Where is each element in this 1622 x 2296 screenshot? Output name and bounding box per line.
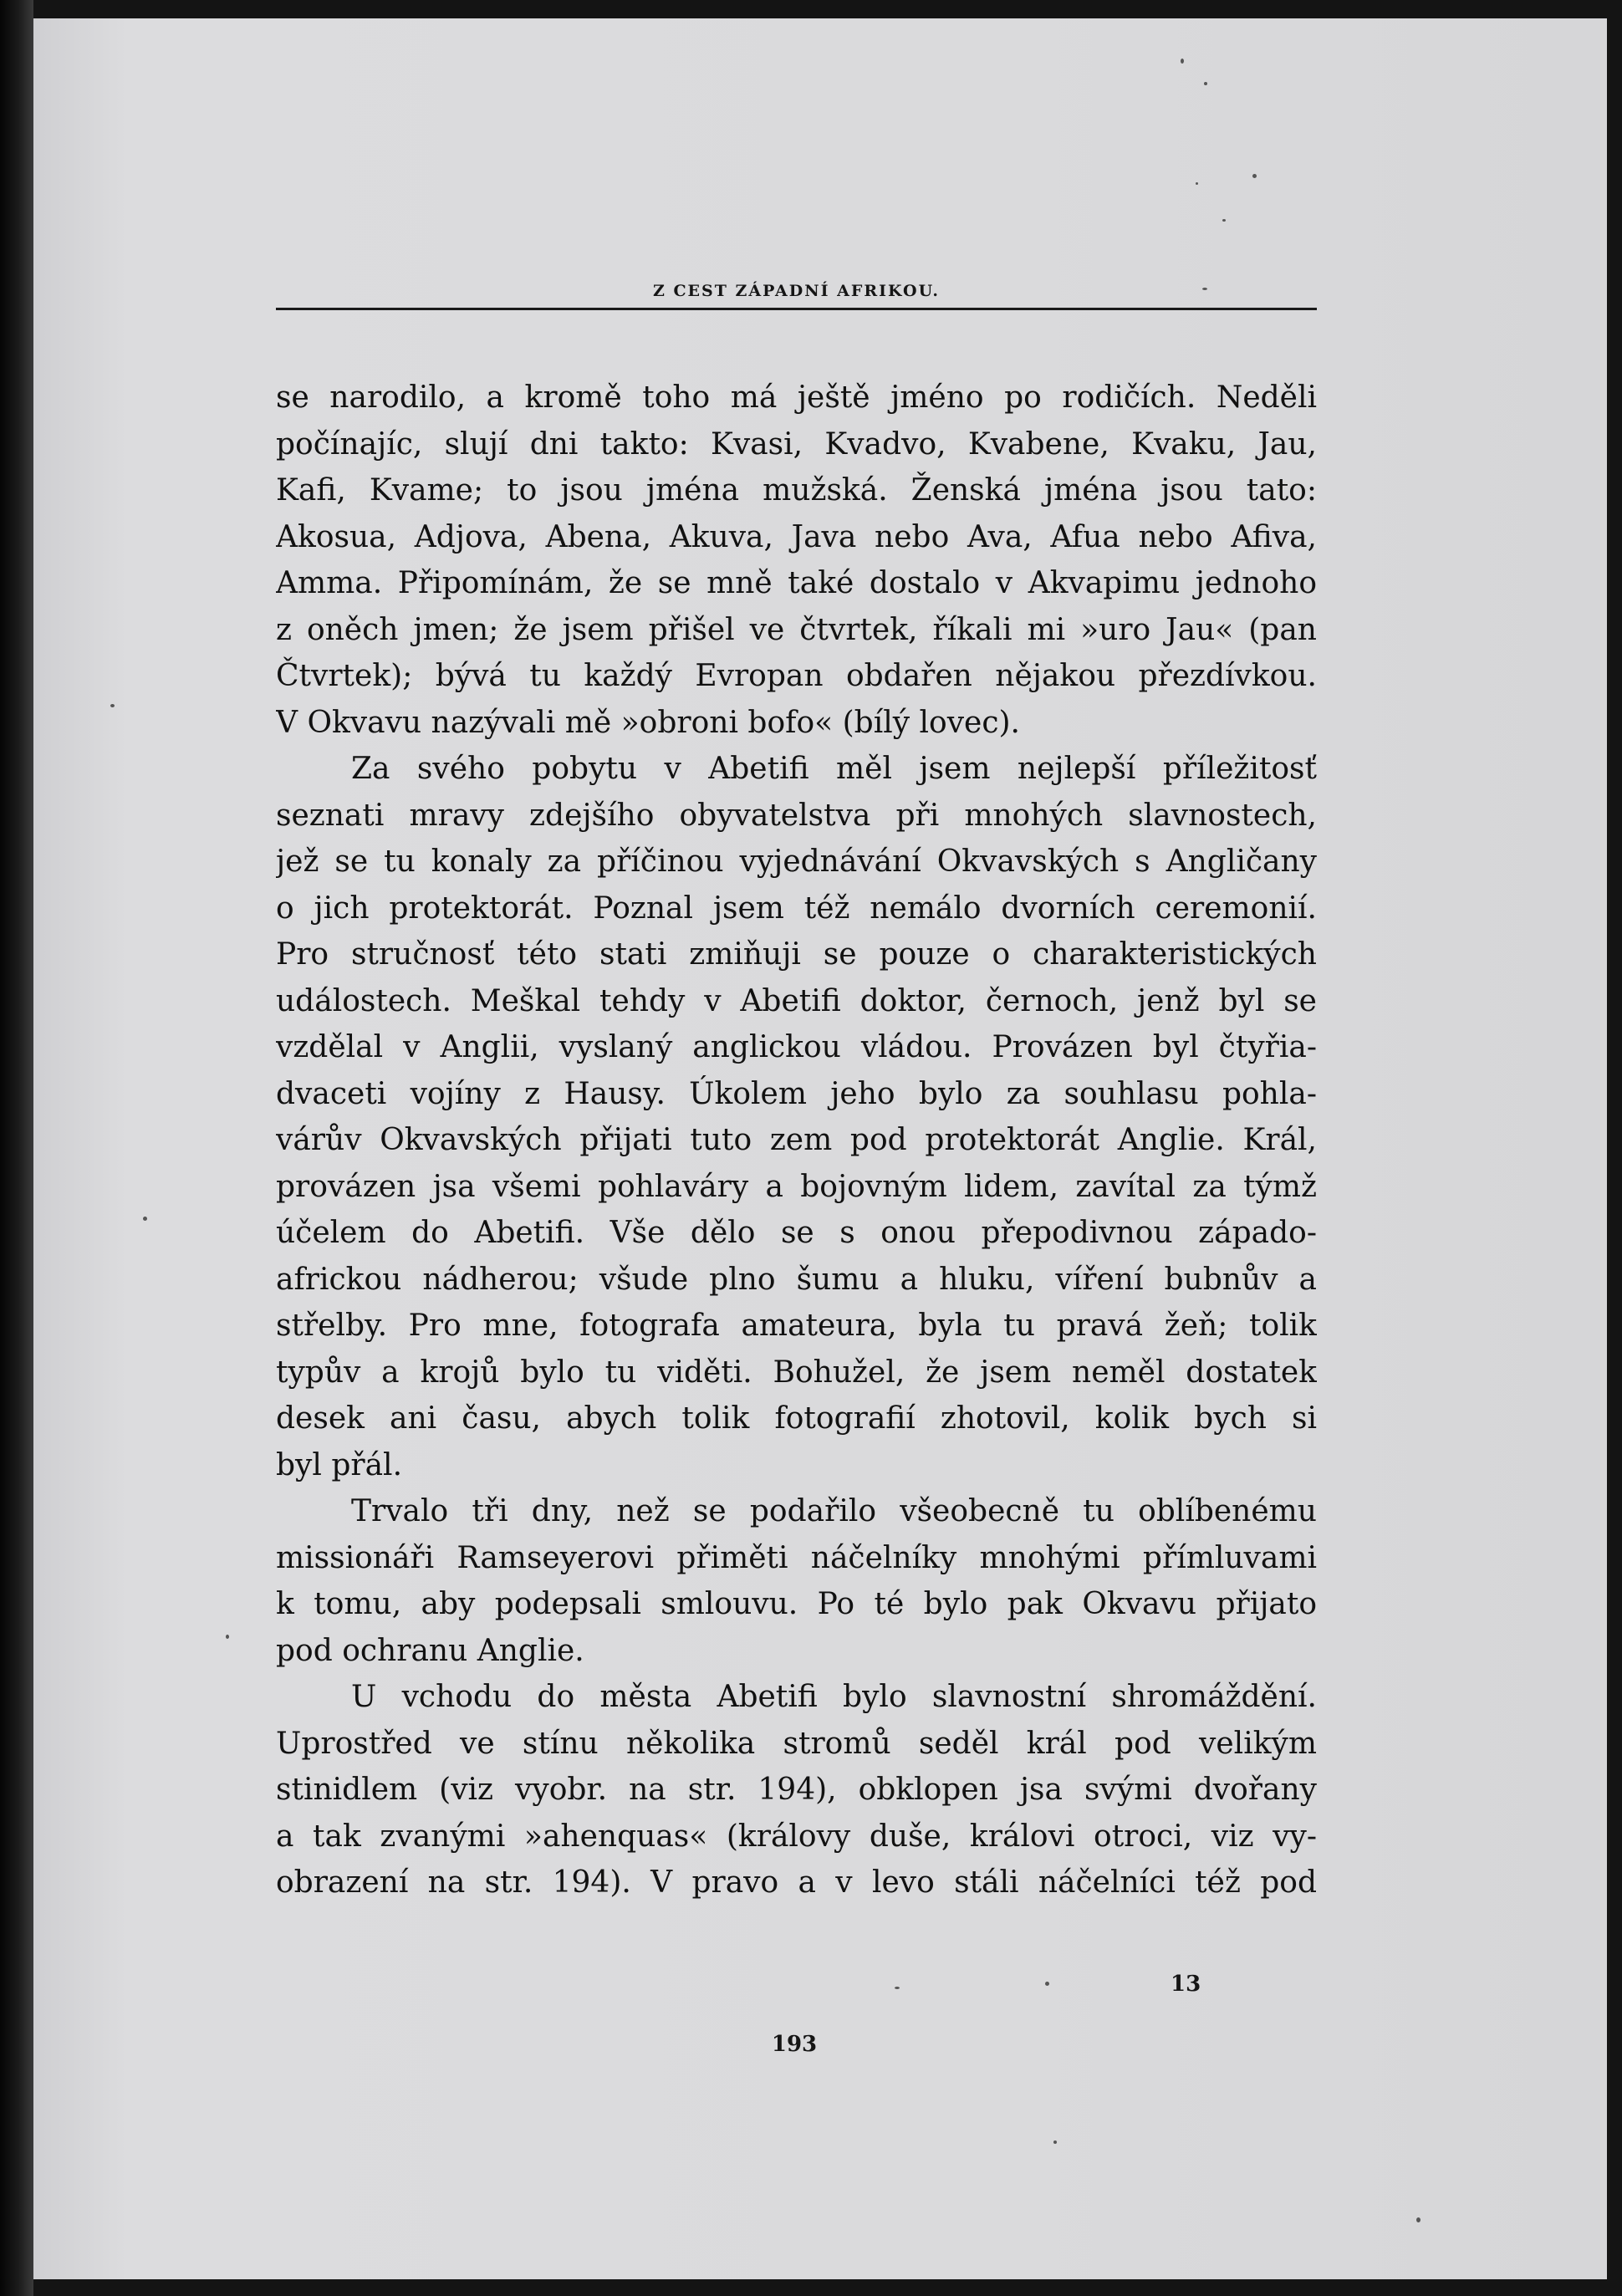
paragraph-start-line: Trvalo tři dny, než se podařilo všeobecně tu oblíbenému [351, 1494, 1317, 1528]
dust-speck [110, 704, 115, 707]
text-line: Pro stručnosť této stati zmiňuji se pouze o charakteristických [276, 937, 1317, 972]
text-line: africkou nádherou; všude plno šumu a hluku, víření bubnův a [276, 1262, 1317, 1297]
dust-speck [895, 1987, 900, 1989]
running-head: Z CEST ZÁPADNÍ AFRIKOU. [652, 282, 941, 300]
text-line: missionáři Ramseyerovi přiměti náčelníky mnohými přímluvami [276, 1540, 1317, 1575]
dust-speck [1416, 2217, 1421, 2222]
paragraph-start-line: U vchodu do města Abetifi bylo slavnostní shromáždění. [351, 1680, 1317, 1714]
text-line: o jich protektorát. Poznal jsem též nemálo dvorních ceremonií. [276, 890, 1317, 926]
dust-speck [1196, 182, 1198, 185]
book-spine-shadow [0, 0, 33, 2296]
text-line: stinidlem (viz vyobr. na str. 194), obklopen jsa svými dvořany [276, 1773, 1317, 1807]
text-line: Kafi, Kvame; to jsou jména mužská. Ženská jména jsou tato: [276, 473, 1317, 508]
text-line: desek ani času, abych tolik fotografií zhotovil, kolik bych si [276, 1401, 1317, 1436]
text-line: střelby. Pro mne, fotografa amateura, byla tu pravá žeň; tolik [276, 1309, 1317, 1343]
text-line: k tomu, aby podepsali smlouvu. Po té bylo pak Okvavu přijato [276, 1587, 1317, 1621]
dust-speck [1053, 2140, 1057, 2144]
text-line: událostech. Meškal tehdy v Abetifi doktor, černoch, jenž byl se [276, 983, 1317, 1018]
dust-speck [1045, 1982, 1049, 1986]
text-line: pod ochranu Anglie. [276, 1633, 584, 1668]
text-line: obrazení na str. 194). V pravo a v levo stáli náčelníci též pod [276, 1865, 1317, 1900]
paragraph-start-line: Za svého pobytu v Abetifi měl jsem nejlepší příležitosť [351, 752, 1317, 786]
body-text [276, 375, 1317, 1906]
dust-speck [1222, 219, 1226, 222]
text-line: z oněch jmen; že jsem přišel ve čtvrtek, říkali mi »uro Jau« (pan [276, 612, 1317, 647]
text-line: Amma. Připomínám, že se mně také dostalo v Akvapimu jednoho [276, 566, 1317, 600]
dust-speck [1252, 174, 1257, 178]
text-line: byl přál. [276, 1447, 403, 1482]
text-line: jež se tu konaly za příčinou vyjednávání Okvavských s Angličany [276, 844, 1317, 879]
signature-mark: 13 [1171, 1972, 1201, 1997]
text-line: seznati mravy zdejšího obyvatelstva při mnohých slavnostech, [276, 798, 1317, 833]
text-line: provázen jsa všemi pohlaváry a bojovným lidem, zavítal za týmž [276, 1169, 1317, 1204]
text-line: a tak zvanými »ahenquas« (královy duše, královi otroci, viz vy- [276, 1819, 1317, 1854]
text-line: Čtvrtek); bývá tu každý Evropan obdařen nějakou přezdívkou. [276, 659, 1317, 693]
dust-speck [1202, 288, 1207, 290]
dust-speck [226, 1635, 229, 1639]
text-line: Akosua, Adjova, Abena, Akuva, Java nebo Ava, Afua nebo Afiva, [276, 519, 1317, 554]
text-line: vzdělal v Anglii, vyslaný anglickou vládou. Provázen byl čtyřia- [276, 1030, 1317, 1064]
text-line: účelem do Abetifi. Vše dělo se s onou přepodivnou západo- [276, 1216, 1317, 1250]
page-number: 193 [771, 2032, 818, 2057]
header-rule [276, 308, 1317, 310]
dust-speck [143, 1217, 147, 1221]
text-line: počínajíc, slují dni takto: Kvasi, Kvadvo, Kvabene, Kvaku, Jau, [276, 426, 1317, 462]
dust-speck [1204, 82, 1207, 85]
text-line: várův Okvavských přijati tuto zem pod protektorát Anglie. Král, [276, 1123, 1317, 1157]
text-line: Uprostřed ve stínu několika stromů seděl král pod velikým [276, 1726, 1317, 1761]
text-line: typův a krojů bylo tu viděti. Bohužel, že jsem neměl dostatek [276, 1355, 1317, 1390]
text-line: dvaceti vojíny z Hausy. Úkolem jeho bylo za souhlasu pohla- [276, 1076, 1317, 1111]
dust-speck [1181, 59, 1184, 64]
text-line: se narodilo, a kromě toho má ještě jméno po rodičích. Neděli [276, 380, 1317, 415]
text-line: V Okvavu nazývali mě »obroni bofo« (bílý lovec). [276, 705, 1020, 740]
